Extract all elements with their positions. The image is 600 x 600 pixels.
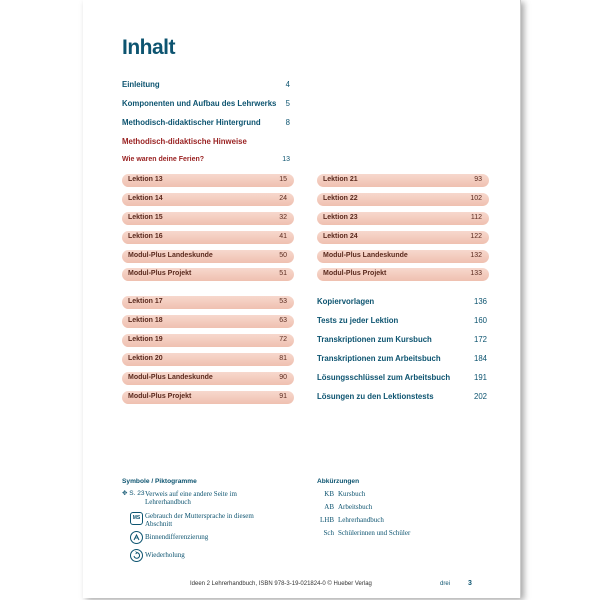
toc-entry-transkriptionen-kb xyxy=(317,335,487,344)
lesson-label: Lektion 14 xyxy=(128,195,163,202)
lesson-label: Lektion 18 xyxy=(128,317,163,324)
toc-entry-einleitung xyxy=(122,80,290,89)
lesson-label: Modul-Plus Projekt xyxy=(128,270,192,277)
footer-page-word: drei xyxy=(440,581,451,587)
toc-entry-loesungen xyxy=(317,392,487,401)
lesson-pill xyxy=(122,391,294,404)
lesson-pill xyxy=(122,296,294,309)
footer-page-number: 3 xyxy=(468,580,472,587)
lesson-page: 15 xyxy=(279,176,287,183)
mother-tongue-icon: MS xyxy=(130,512,143,525)
page-title: Inhalt xyxy=(122,36,175,59)
lesson-label: Lektion 22 xyxy=(323,195,358,202)
lesson-label: Lektion 16 xyxy=(128,233,163,240)
abbreviation-key: AB xyxy=(324,503,334,511)
lesson-pill xyxy=(122,315,294,328)
lesson-pill xyxy=(122,174,294,187)
abbreviations-heading: Abkürzungen xyxy=(317,478,360,485)
toc-entry-loesungsschluessel xyxy=(317,373,487,382)
lesson-label: Modul-Plus Landeskunde xyxy=(128,252,213,259)
toc-entry-label: Komponenten und Aufbau des Lehrwerks xyxy=(122,99,277,108)
lesson-pill xyxy=(122,231,294,244)
lesson-pill xyxy=(317,268,489,281)
symbol-description: Wiederholung xyxy=(145,551,185,559)
toc-entry-label: Kopiervorlagen xyxy=(317,297,375,306)
toc-entry-tests xyxy=(317,316,487,325)
lesson-page: 122 xyxy=(470,233,482,240)
lesson-label: Lektion 20 xyxy=(128,355,163,362)
abbreviation-key: KB xyxy=(324,490,334,498)
lesson-label: Modul-Plus Projekt xyxy=(128,393,192,400)
lesson-label: Lektion 24 xyxy=(323,233,358,240)
toc-entry-label: Methodisch-didaktischer Hintergrund xyxy=(122,118,261,127)
toc-entry-page: 160 xyxy=(473,316,487,325)
differentiation-icon xyxy=(130,531,143,544)
repetition-icon xyxy=(130,549,143,562)
symbol-description: Binnendifferenzierung xyxy=(145,533,209,541)
toc-entry-label: Transkriptionen zum Arbeitsbuch xyxy=(317,354,441,363)
lesson-label: Lektion 15 xyxy=(128,214,163,221)
lesson-pill xyxy=(317,174,489,187)
lesson-page: 102 xyxy=(470,195,482,202)
abbreviation-value: Kursbuch xyxy=(338,490,366,498)
toc-entry-page: 5 xyxy=(285,99,290,108)
toc-entry-label: Einleitung xyxy=(122,80,160,89)
lesson-pill xyxy=(122,212,294,225)
toc-entry-page: 191 xyxy=(473,373,487,382)
lesson-label: Lektion 21 xyxy=(323,176,358,183)
section-heading: Methodisch-didaktische Hinweise xyxy=(122,137,247,146)
symbols-heading: Symbole / Piktogramme xyxy=(122,478,197,485)
toc-entry-label: Tests zu jeder Lektion xyxy=(317,316,399,325)
lesson-page: 72 xyxy=(279,336,287,343)
abbreviation-value: Lehrerhandbuch xyxy=(338,516,384,524)
lesson-page: 81 xyxy=(279,355,287,362)
toc-entry-page: 13 xyxy=(282,156,290,163)
toc-entry-kopiervorlagen xyxy=(317,297,487,306)
lesson-page: 93 xyxy=(474,176,482,183)
toc-entry-label: Lösungen zu den Lektionstests xyxy=(317,392,434,401)
lesson-label: Lektion 13 xyxy=(128,176,163,183)
toc-entry-page: 136 xyxy=(473,297,487,306)
lesson-page: 32 xyxy=(279,214,287,221)
abbreviation-value: Schülerinnen und Schüler xyxy=(338,529,411,537)
symbol-description: Verweis auf eine andere Seite im Lehrerhandbuch xyxy=(145,490,237,506)
toc-entry-transkriptionen-ab xyxy=(317,354,487,363)
toc-entry-label: Transkriptionen zum Kursbuch xyxy=(317,335,432,344)
lesson-pill xyxy=(122,250,294,263)
lesson-pill xyxy=(317,250,489,263)
lesson-pill xyxy=(122,334,294,347)
lesson-pill xyxy=(122,372,294,385)
abbreviation-key: Sch xyxy=(323,529,334,537)
lesson-page: 112 xyxy=(470,214,482,221)
lesson-page: 132 xyxy=(470,252,482,259)
toc-entry-komponenten xyxy=(122,99,290,108)
symbol-description: Gebrauch der Muttersprache in diesem Abschnitt xyxy=(145,512,254,528)
lesson-page: 91 xyxy=(279,393,287,400)
lesson-page: 51 xyxy=(279,270,287,277)
toc-entry-page: 8 xyxy=(285,118,290,127)
lesson-page: 133 xyxy=(470,270,482,277)
lesson-page: 24 xyxy=(279,195,287,202)
toc-entry-label: Wie waren deine Ferien? xyxy=(122,156,205,163)
lesson-label: Modul-Plus Projekt xyxy=(323,270,387,277)
lesson-label: Lektion 23 xyxy=(323,214,358,221)
toc-entry-page: 184 xyxy=(473,354,487,363)
lesson-pill xyxy=(122,268,294,281)
lesson-pill xyxy=(122,353,294,366)
lesson-pill xyxy=(317,193,489,206)
toc-entry-ferien xyxy=(122,156,290,163)
toc-entry-page: 4 xyxy=(285,80,290,89)
lesson-page: 53 xyxy=(279,298,287,305)
abbreviation-value: Arbeitsbuch xyxy=(338,503,373,511)
page-reference-icon: ✥ S. 23 xyxy=(122,490,145,497)
toc-entry-page: 172 xyxy=(473,335,487,344)
footer-credit: Ideen 2 Lehrerhandbuch, ISBN 978-3-19-021824-0 © Hueber Verlag xyxy=(190,581,372,587)
toc-entry-label: Lösungsschlüssel zum Arbeitsbuch xyxy=(317,373,451,382)
lesson-page: 90 xyxy=(279,374,287,381)
lesson-page: 41 xyxy=(279,233,287,240)
toc-entry-page: 202 xyxy=(473,392,487,401)
lesson-page: 50 xyxy=(279,252,287,259)
lesson-label: Modul-Plus Landeskunde xyxy=(128,374,213,381)
lesson-label: Lektion 17 xyxy=(128,298,163,305)
lesson-pill xyxy=(317,212,489,225)
lesson-pill xyxy=(122,193,294,206)
toc-entry-hintergrund xyxy=(122,118,290,127)
lesson-pill xyxy=(317,231,489,244)
abbreviation-key: LHB xyxy=(320,516,334,524)
lesson-page: 63 xyxy=(279,317,287,324)
lesson-label: Modul-Plus Landeskunde xyxy=(323,252,408,259)
lesson-label: Lektion 19 xyxy=(128,336,163,343)
